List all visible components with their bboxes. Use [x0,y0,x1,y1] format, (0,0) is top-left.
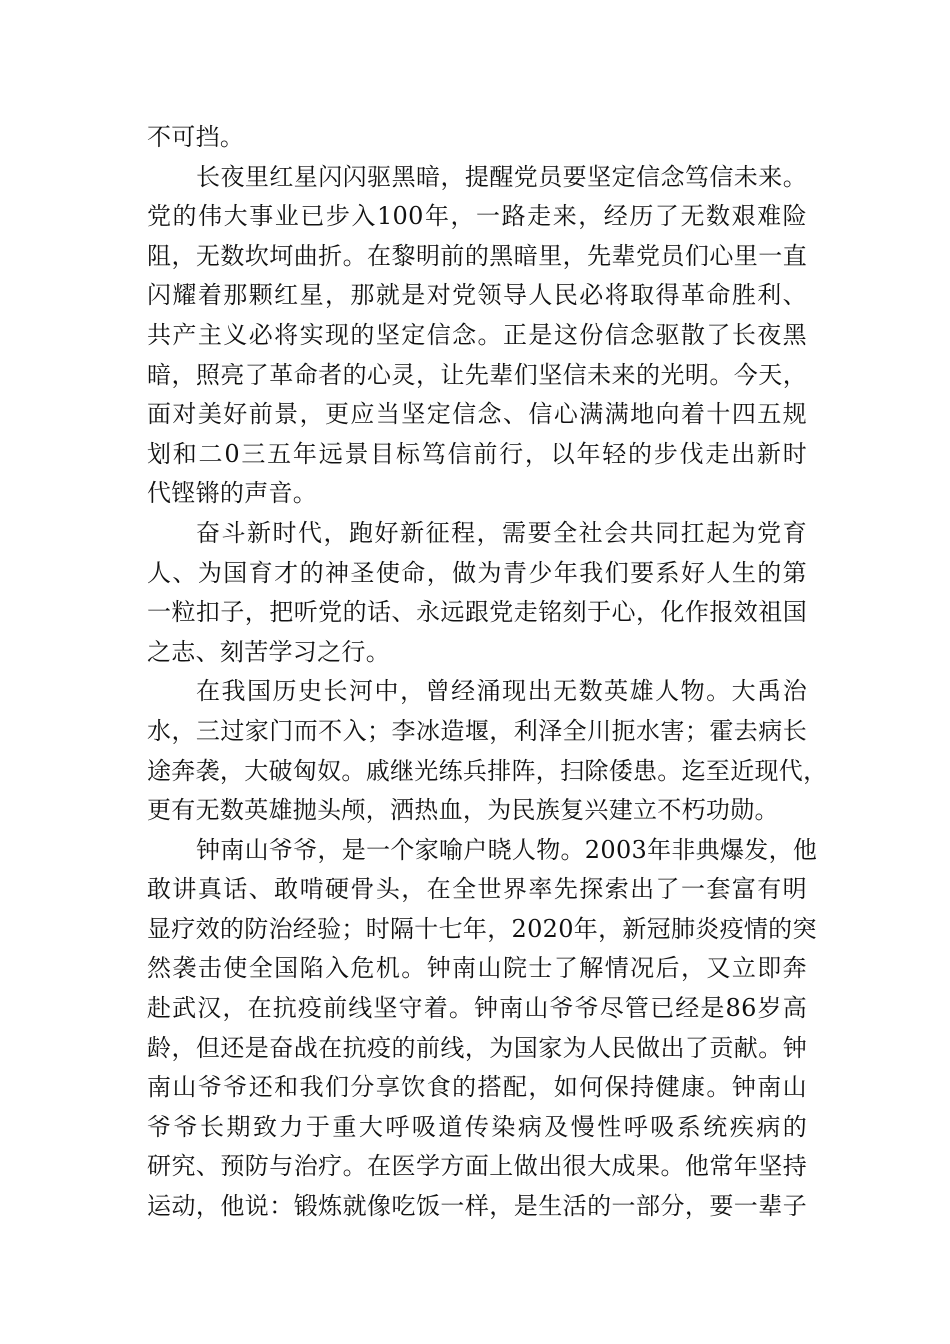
text-line: 长夜里红星闪闪驱黑暗，提醒党员要坚定信念笃信未来。 [196,162,807,191]
text-line: 赴武汉，在抗疫前线坚守着。钟南山爷爷尽管已经是86岁高 [147,994,807,1023]
text-line: 显疗效的防治经验；时隔十七年，2020年，新冠肺炎疫情的突 [147,914,817,943]
text-line: 然袭击使全国陷入危机。钟南山院士了解情况后，又立即奔 [147,954,807,983]
text-line: 一粒扣子，把听党的话、永远跟党走铭刻于心，化作报效祖国 [147,598,807,627]
text-line: 南山爷爷还和我们分享饮食的搭配，如何保持健康。钟南山 [147,1073,807,1102]
text-line: 研究、预防与治疗。在医学方面上做出很大成果。他常年坚持 [147,1152,807,1181]
text-line: 划和二0三五年远景目标笃信前行，以年轻的步伐走出新时 [147,439,807,468]
text-line: 阻，无数坎坷曲折。在黎明前的黑暗里，先辈党员们心里一直 [147,241,807,270]
text-line: 敢讲真话、敢啃硬骨头，在全世界率先探索出了一套富有明 [147,875,807,904]
text-line: 人、为国育才的神圣使命，做为青少年我们要系好人生的第 [147,558,807,587]
text-line: 爷爷长期致力于重大呼吸道传染病及慢性呼吸系统疾病的 [147,1112,807,1141]
text-line: 更有无数英雄抛头颅，洒热血，为民族复兴建立不朽功勋。 [147,796,779,825]
text-line: 党的伟大事业已步入100年，一路走来，经历了无数艰难险 [147,202,807,231]
text-line: 运动，他说：锻炼就像吃饭一样，是生活的一部分，要一辈子 [147,1192,807,1221]
text-line: 代铿锵的声音。 [147,479,318,508]
text-line: 暗，照亮了革命者的心灵，让先辈们坚信未来的光明。今天， [147,360,807,389]
document-body [147,118,828,1227]
text-line: 之志、刻苦学习之行。 [147,637,390,666]
text-line: 共产主义必将实现的坚定信念。正是这份信念驱散了长夜黑 [147,320,807,349]
text-line: 水，三过家门而不入；李冰造堰，利泽全川扼水害；霍去病长 [147,716,807,745]
text-line: 龄，但还是奋战在抗疫的前线，为国家为人民做出了贡献。钟 [147,1033,807,1062]
text-line: 奋斗新时代，跑好新征程，需要全社会共同扛起为党育 [196,518,807,547]
text-line: 途奔袭，大破匈奴。戚继光练兵排阵，扫除倭患。迄至近现代， [147,756,828,785]
text-line: 在我国历史长河中，曾经涌现出无数英雄人物。大禹治 [196,677,807,706]
text-line: 钟南山爷爷，是一个家喻户晓人物。2003年非典爆发，他 [196,835,818,864]
text-line: 闪耀着那颗红星，那就是对党领导人民必将取得革命胜利、 [147,281,807,310]
text-line: 面对美好前景，更应当坚定信念、信心满满地向着十四五规 [147,400,807,429]
text-line: 不可挡。 [147,123,245,151]
